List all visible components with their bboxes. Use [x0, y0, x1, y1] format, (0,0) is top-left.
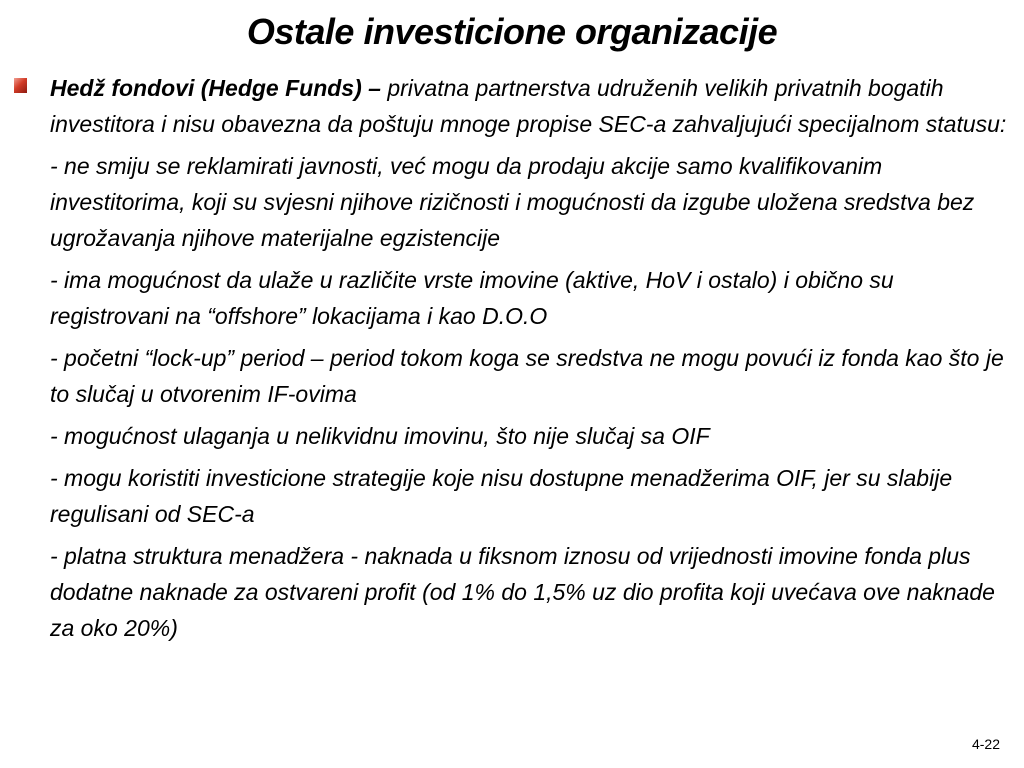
slide-body	[50, 70, 1016, 646]
bullet-paragraph	[50, 70, 1016, 142]
list-item-fee-structure: - platna struktura menadžera - naknada u fiksnom iznosu od vrijednosti imovine fonda plus dodatne naknade za ostvareni profit (od 1% do 1,5% uz dio profita koji uvećava ove naknade za oko 20%)	[50, 543, 995, 641]
square-bullet-icon	[14, 78, 27, 93]
bullet-term: Hedž fondovi (Hedge Funds) –	[50, 75, 381, 101]
list-item-strategies: - mogu koristiti investicione strategije koje nisu dostupne menadžerima OIF, jer su slabije regulisani od SEC-a	[50, 465, 953, 527]
list-item-asset-types: - ima mogućnost da ulaže u različite vrste imovine (aktive, HoV i ostalo) i obično su registrovani na “offshore” lokacijama i kao D.O.O	[50, 267, 894, 329]
list-item-advertising: - ne smiju se reklamirati javnosti, već mogu da prodaju akcije samo kvalifikovanim investitorima, koji su svjesni njihove rizičnosti i mogućnosti da izgube uložena sredstva bez ugrožavanja njihove materijalne egzistencije	[50, 153, 975, 251]
list-item-lock-up: - početni “lock-up” period – period tokom koga se sredstva ne mogu povući iz fonda kao što je to slučaj u otvorenim IF-ovima	[50, 345, 1004, 407]
slide-title: Ostale investicione organizacije	[246, 11, 778, 52]
bullet-definition: privatna partnerstva udruženih velikih privatnih bogatih investitora i nisu obavezna da poštuju mnoge propise SEC-a zahvaljujući specijalnom statusu:	[50, 75, 1007, 137]
list-item-illiquid: - mogućnost ulaganja u nelikvidnu imovinu, što nije slučaj sa OIF	[50, 423, 710, 449]
page-number: 4-22	[971, 736, 1000, 752]
